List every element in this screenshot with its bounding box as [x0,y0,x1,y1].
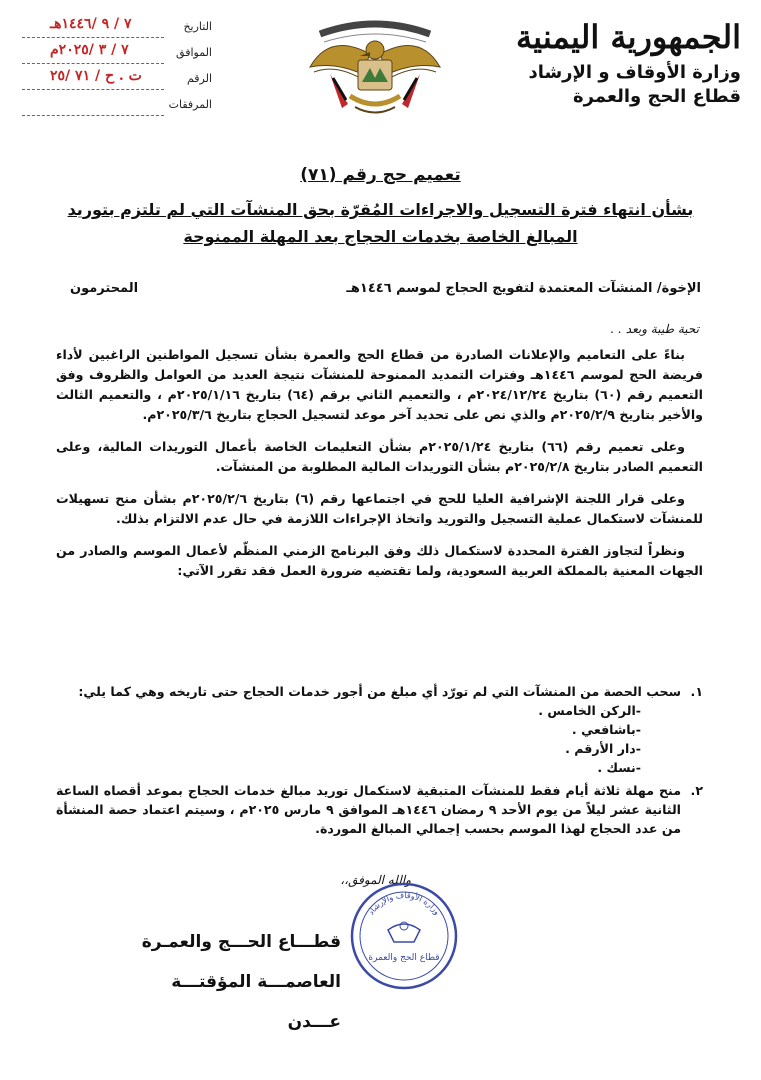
item-text: منح مهلة ثلاثة أيام فقط للمنشآت المتبقية لاستكمال توريد مبالغ خدمات الحجاج بموعد أقصاه الساعة الثانية عشر ليلاً من يوم الأحد ٩ رمضان ١٤٤٦هـ الموافق ٩ مارس ٢٠٢٥م ، وسيتم اعتماد حصة المنشأة من عدد الحجاج لهذا الموسم بحسب إجمالي المبالغ الموردة. [56,783,681,836]
addressee-to: الإخوة/ المنشآت المعتمدة لتفويج الحجاج لموسم ١٤٤٦هـ [346,281,701,296]
sub-item: -الركن الخامس . [538,703,641,718]
meta-block [22,16,212,120]
meta-row-date [22,16,212,42]
meta-corresponding-label: الموافق [176,46,212,59]
sub-item: -باشافعي . [571,722,641,737]
addressee-respected: المحترمون [70,281,139,296]
official-seal-icon [348,880,460,992]
circular-title: تعميم حج رقم (٧١) [300,165,461,185]
subject-line: بشأن انتهاء فترة التسجيل والاجراءات المُقرّة بحق المنشآت التي لم تلتزم بتوريد [67,200,694,219]
country-name: الجمهورية اليمنية [516,18,741,56]
meta-row-attachments [22,94,212,120]
item-text: سحب الحصة من المنشآت التي لم تورّد أي مبلغ من أجور خدمات الحجاج حتى تاريخه وهي كما يلي: [78,684,681,699]
letterhead [501,14,741,108]
subject-line: المبالغ الخاصة بخدمات الحجاج بعد المهلة الممنوحة [183,227,578,246]
meta-row-corresponding [22,42,212,68]
signature-line: العاصمـــة المؤقتـــة عـــدن [171,972,341,1032]
body-paragraph: ونظراً لتجاوز الفترة المحددة لاستكمال ذلك وفق البرنامج الزمني المنظّم لأعمال الموسم والصادر من الجهات المعنية بالمملكة العربية السعودية، ولما تقتضيه ضرورة العمل فقد تقرر الآتي: [56,543,703,578]
meta-divider [22,89,164,90]
greeting: تحية طيبة وبعد . . [610,322,699,336]
signature-line: قطـــاع الحـــج والعمـرة [141,932,341,952]
list-item [56,781,703,838]
sub-item: -نسك . [597,760,641,775]
signature-block [121,922,341,1042]
meta-divider [22,115,164,116]
body-paragraph: وعلى قرار اللجنة الإشرافية العليا للحج في اجتماعها رقم (٦) بتاريخ ٢٠٢٥/٢/٦م بشأن منح تسهيلات للمنشآت لاستكمال عملية التسجيل والتوريد واتخاذ الإجراءات اللازمة في حال عدم الالتزام بذلك. [56,491,703,526]
body-paragraph: بناءً على التعاميم والإعلانات الصادرة من قطاع الحج والعمرة بشأن تسجيل المواطنين الراغبين لأداء فريضة الحج لموسم ١٤٤٦هـ وفترات التمديد الممنوحة للمنشآت نتيجة العديد من العوامل والظروف وفق التعميم رقم (٦٠) بتاريخ ٢٠٢٤/١٢/٢٤م ، والتعميم الثاني برقم (٦٤) بتاريخ ٢٠٢٥/١/١٦م ، والتعميم الثالث والأخير بتاريخ ٢٠٢٥/٢/٩م والذي نص على تحديد آخر موعد لتسجيل الحجاج بتاريخ ٢٠٢٥/٣/٦م. [56,347,703,422]
closing-phrase: والله الموفق،، [340,873,411,887]
ministry-name: وزارة الأوقاف و الإرشاد [528,62,741,83]
meta-row-number [22,68,212,94]
item-number: ٢. [690,783,703,798]
decision-list [56,682,703,842]
svg-text:وزارة الأوقاف والإرشاد [366,891,441,917]
meta-attachments-label: المرفقات [168,98,212,111]
body-paragraph: وعلى تعميم رقم (٦٦) بتاريخ ٢٠٢٥/١/٢٤م بشأن التعليمات الخاصة بأعمال التوريدات المالية، وعلى التعميم الصادر بتاريخ ٢٠٢٥/٢/٨م بشأن التوريدات المالية المطلوبة من المنشآت. [56,439,703,474]
list-item [56,682,703,777]
body-text [56,345,703,593]
meta-divider [22,63,164,64]
yemen-eagle-emblem-icon [300,12,450,122]
meta-number-label: الرقم [186,72,212,85]
seal-top-text: وزارة الأوقاف والإرشاد [366,890,442,917]
meta-divider [22,37,164,38]
meta-date-label: التاريخ [183,20,212,33]
seal-center-text: قطاع الحج والعمرة [368,953,440,963]
meta-date-value: ٧ / ٩ /١٤٤٦هـ [50,16,132,32]
sector-name: قطاع الحج والعمرة [573,86,741,107]
meta-corresponding-value: ٧ / ٣ /٢٠٢٥م [50,42,129,58]
circular-subject [52,196,709,250]
sub-item: -دار الأرقم . [565,741,641,756]
item-number: ١. [690,684,703,699]
meta-number-value: ت . ح / ٧١ /٢٥ [50,68,142,84]
